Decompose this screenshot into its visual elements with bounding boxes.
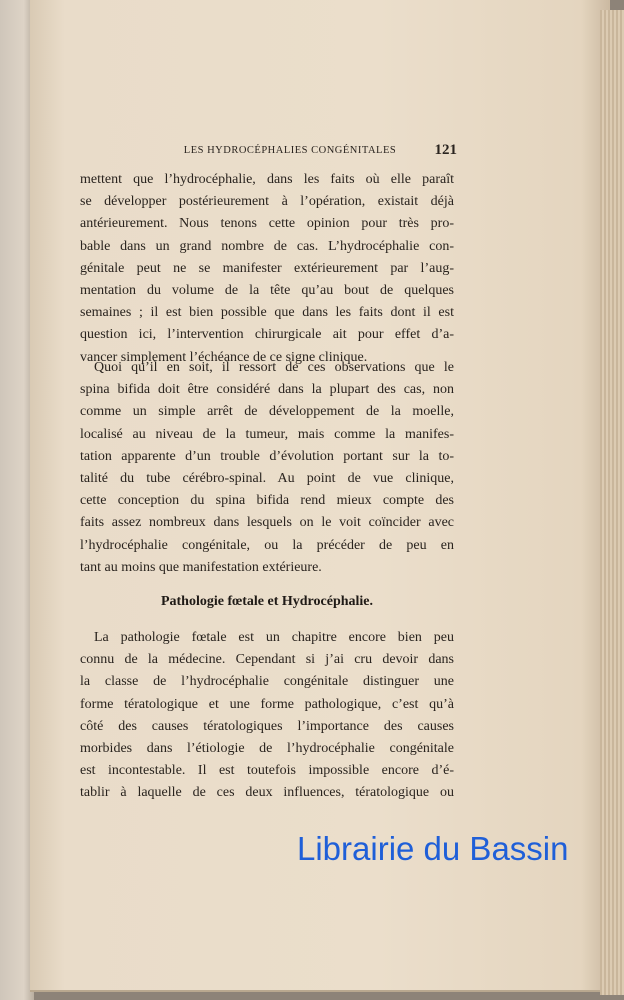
text-line: question ici, l’intervention chirurgicale ait pour effet d’a- [80, 327, 454, 343]
text-line: talité du tube cérébro-spinal. Au point de vue clinique, [80, 470, 454, 486]
section-heading: Pathologie fœtale et Hydrocéphalie. [160, 594, 374, 609]
previous-page-edge [0, 0, 34, 1000]
text-line: comme un simple arrêt de développement de la moelle, [80, 404, 454, 420]
paragraph-1 [80, 169, 454, 369]
text-line: tant au moins que manifestation extérieure. [80, 559, 322, 575]
text-line: côté des causes tératologiques l’importance des causes [80, 718, 454, 734]
page-edges [600, 10, 624, 995]
text-line: semaines ; il est bien possible que dans les faits dont il est [80, 305, 454, 321]
text-line: la classe de l’hydrocéphalie congénitale distinguer une [80, 674, 454, 690]
text-line: localisé au niveau de la tumeur, mais comme la manifes- [80, 426, 454, 442]
text-line: tablir à laquelle de ces deux influences, tératologique ou [80, 785, 454, 801]
text-line: Quoi qu’il en soit, il ressort de ces observations que le [94, 360, 454, 375]
watermark: Librairie du Bassin [297, 830, 569, 867]
running-head: LES HYDROCÉPHALIES CONGÉNITALES [183, 145, 397, 156]
paragraph-3 [80, 627, 454, 805]
text-line: La pathologie fœtale est un chapitre encore bien peu [94, 630, 454, 645]
text-line: mettent que l’hydrocéphalie, dans les faits où elle paraît [80, 172, 454, 187]
text-line: est incontestable. Il est toutefois impossible encore d’é- [80, 763, 454, 779]
text-line: vancer simplement l’échéance de ce signe clinique. [80, 349, 368, 365]
text-line: tation apparente d’un trouble d’évolution portant sur la to- [80, 448, 454, 464]
text-line: faits assez nombreux dans lesquels on le voit coïncider avec [80, 515, 454, 531]
paragraph-2 [80, 357, 454, 579]
text-line: mentation du volume de la tête qu’au bout de quelques [80, 282, 454, 298]
text-line: connu de la médecine. Cependant si j’ai cru devoir dans [80, 652, 454, 668]
text-line: morbides dans l’étiologie de l’hydrocéphalie congénitale [80, 740, 454, 756]
text-line: l’hydrocéphalie congénitale, ou la précéder de peu en [80, 537, 454, 553]
text-line: antérieurement. Nous tenons cette opinion pour très pro- [80, 216, 454, 232]
page-number: 121 [434, 142, 457, 158]
text-line: spina bifida doit être considéré dans la plupart des cas, non [80, 382, 454, 398]
text-line: génitale peut ne se manifester extérieurement par l’aug- [80, 260, 454, 276]
text-line: forme tératologique et une forme pathologique, c’est qu’à [80, 696, 454, 712]
text-line: se développer postérieurement à l’opération, existait déjà [80, 194, 454, 210]
text-line: cette conception du spina bifida rend mieux compte des [80, 493, 454, 509]
text-line: bable dans un grand nombre de cas. L’hydrocéphalie con- [80, 238, 454, 254]
